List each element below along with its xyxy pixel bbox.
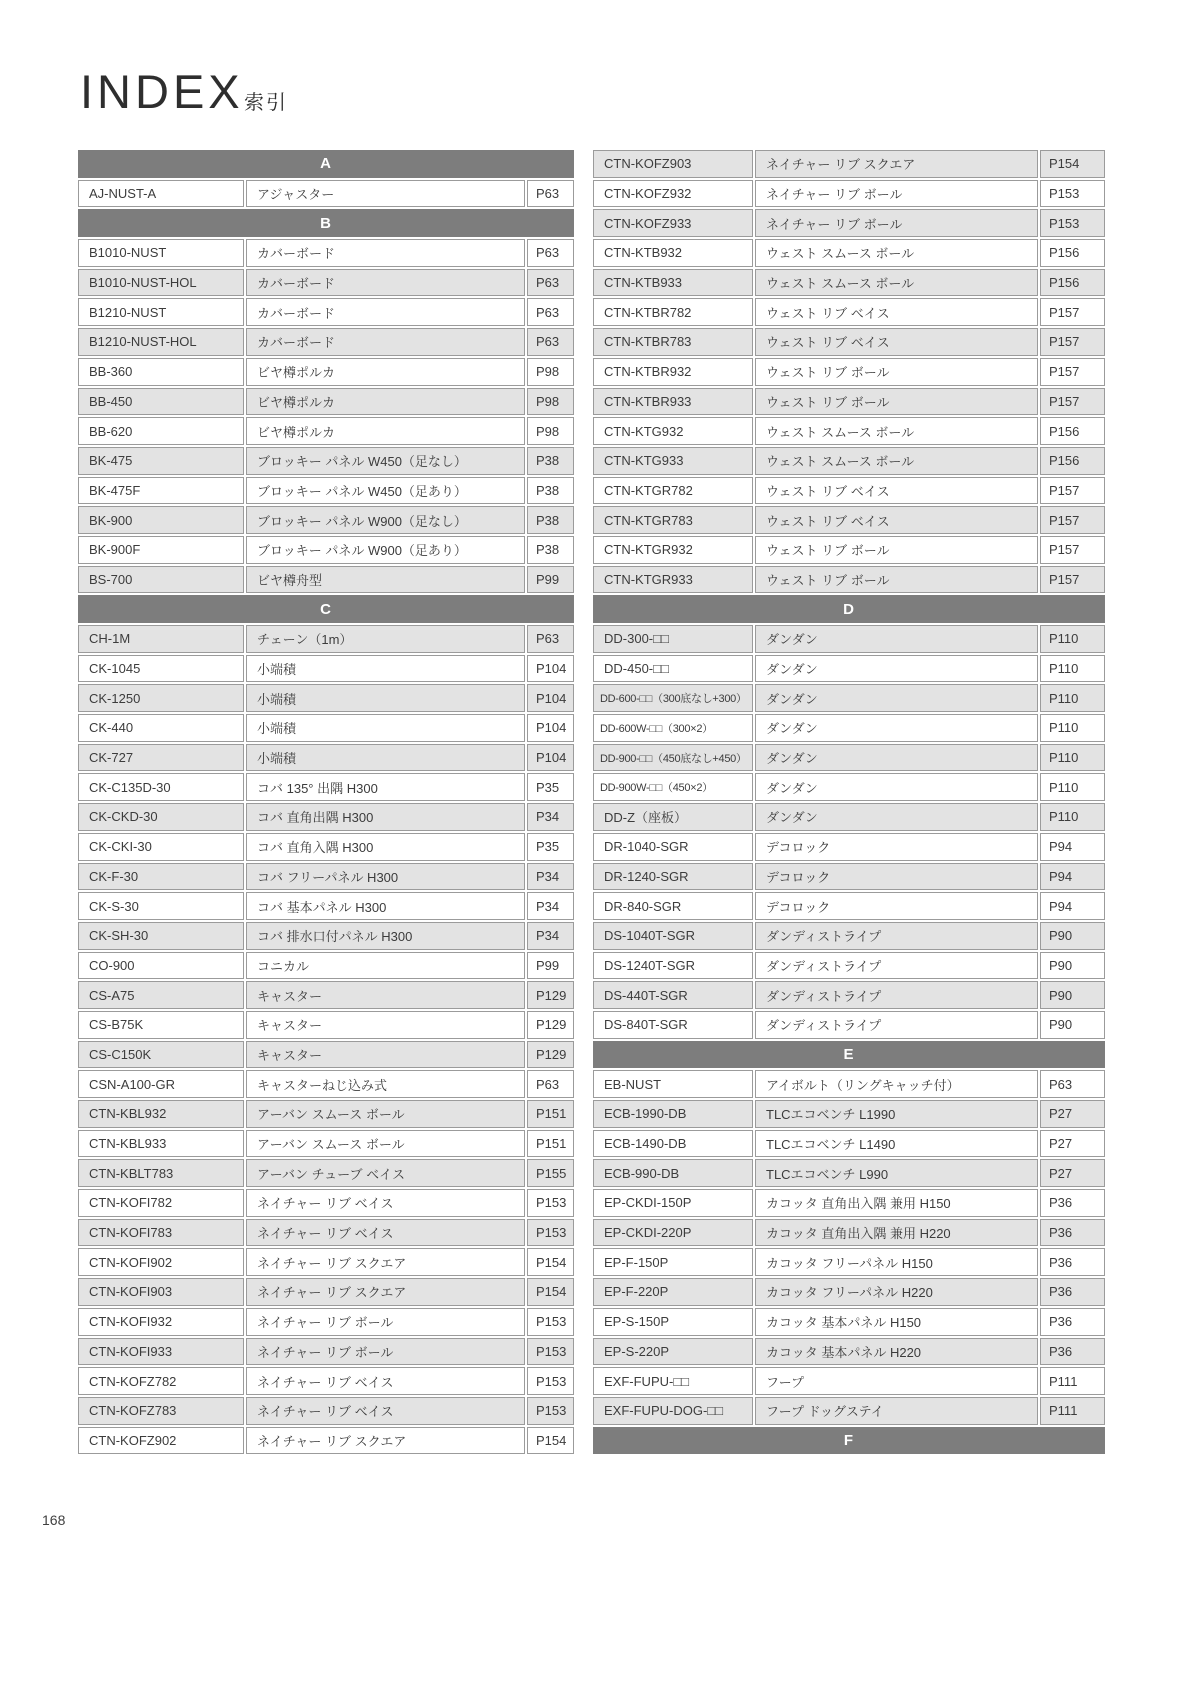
product-desc-cell: カコッタ 直角出入隅 兼用 H220	[755, 1219, 1038, 1247]
product-code-cell: BK-475	[78, 447, 244, 475]
product-code-cell: CTN-KOFI933	[78, 1338, 244, 1366]
product-desc-cell: アーバン スムース ボール	[246, 1130, 525, 1158]
product-code-cell: DD-600W-□□（300×2）	[593, 714, 753, 742]
product-desc-cell: コバ 基本パネル H300	[246, 892, 525, 920]
product-code-cell: CK-1250	[78, 684, 244, 712]
page-ref-cell: P104	[527, 744, 574, 772]
product-code-cell: CTN-KOFZ783	[78, 1397, 244, 1425]
product-code-cell: B1010-NUST	[78, 239, 244, 267]
product-code-cell: CTN-KTG933	[593, 447, 753, 475]
page-ref-cell: P34	[527, 803, 574, 831]
product-code-cell: AJ-NUST-A	[78, 180, 244, 208]
product-desc-cell: 小端積	[246, 655, 525, 683]
product-desc-cell: 小端積	[246, 684, 525, 712]
page-ref-cell: P151	[527, 1100, 574, 1128]
page-ref-cell: P154	[527, 1427, 574, 1455]
page-ref-cell: P27	[1040, 1130, 1105, 1158]
page-ref-cell: P110	[1040, 803, 1105, 831]
page-ref-cell: P90	[1040, 981, 1105, 1009]
page-ref-cell: P27	[1040, 1159, 1105, 1187]
product-desc-cell: ネイチャー リブ スクエア	[755, 150, 1038, 178]
product-desc-cell: ウェスト スムース ボール	[755, 269, 1038, 297]
product-desc-cell: フープ	[755, 1367, 1038, 1395]
product-code-cell: DD-300-□□	[593, 625, 753, 653]
product-desc-cell: コバ 直角入隅 H300	[246, 833, 525, 861]
product-desc-cell: ブロッキー パネル W900（足あり）	[246, 536, 525, 564]
page-ref-cell: P38	[527, 506, 574, 534]
product-desc-cell: コバ 135° 出隅 H300	[246, 773, 525, 801]
product-desc-cell: コバ フリーパネル H300	[246, 863, 525, 891]
product-code-cell: CS-C150K	[78, 1041, 244, 1069]
product-code-cell: EP-CKDI-220P	[593, 1219, 753, 1247]
page-ref-cell: P63	[527, 269, 574, 297]
page-ref-cell: P90	[1040, 1011, 1105, 1039]
page-ref-cell: P153	[527, 1189, 574, 1217]
product-code-cell: CTN-KOFZ903	[593, 150, 753, 178]
page-ref-cell: P63	[527, 298, 574, 326]
page-ref-cell: P36	[1040, 1219, 1105, 1247]
product-desc-cell: ダンダン	[755, 684, 1038, 712]
product-code-cell: CTN-KTGR782	[593, 477, 753, 505]
product-desc-cell: ウェスト リブ ベイス	[755, 506, 1038, 534]
page-ref-cell: P110	[1040, 655, 1105, 683]
product-desc-cell: 小端積	[246, 714, 525, 742]
product-desc-cell: コバ 直角出隅 H300	[246, 803, 525, 831]
product-desc-cell: ウェスト リブ ベイス	[755, 298, 1038, 326]
product-code-cell: B1210-NUST	[78, 298, 244, 326]
product-code-cell: DR-1240-SGR	[593, 863, 753, 891]
page-ref-cell: P154	[1040, 150, 1105, 178]
product-desc-cell: ウェスト リブ ボール	[755, 536, 1038, 564]
product-code-cell: CTN-KTBR933	[593, 388, 753, 416]
index-table-right	[593, 150, 1105, 1454]
page-ref-cell: P98	[527, 417, 574, 445]
product-code-cell: CK-F-30	[78, 863, 244, 891]
product-code-cell: ECB-1490-DB	[593, 1130, 753, 1158]
page-ref-cell: P153	[527, 1338, 574, 1366]
product-desc-cell: ダンダン	[755, 625, 1038, 653]
page-ref-cell: P129	[527, 1041, 574, 1069]
page-ref-cell: P36	[1040, 1278, 1105, 1306]
product-code-cell: CTN-KTBR783	[593, 328, 753, 356]
page-ref-cell: P94	[1040, 863, 1105, 891]
page-ref-cell: P157	[1040, 506, 1105, 534]
page-ref-cell: P35	[527, 833, 574, 861]
product-desc-cell: ネイチャー リブ ベイス	[246, 1219, 525, 1247]
page-ref-cell: P110	[1040, 625, 1105, 653]
product-code-cell: CTN-KOFI902	[78, 1248, 244, 1276]
page-ref-cell: P110	[1040, 773, 1105, 801]
product-code-cell: ECB-990-DB	[593, 1159, 753, 1187]
product-desc-cell: コニカル	[246, 952, 525, 980]
product-code-cell: BB-620	[78, 417, 244, 445]
page-ref-cell: P63	[527, 328, 574, 356]
page-ref-cell: P99	[527, 566, 574, 594]
page-ref-cell: P98	[527, 358, 574, 386]
product-desc-cell: ビヤ樽ポルカ	[246, 358, 525, 386]
page-ref-cell: P110	[1040, 744, 1105, 772]
product-desc-cell: デコロック	[755, 892, 1038, 920]
product-desc-cell: カバーボード	[246, 239, 525, 267]
product-desc-cell: ネイチャー リブ スクエア	[246, 1427, 525, 1455]
product-code-cell: CK-CKI-30	[78, 833, 244, 861]
product-code-cell: CTN-KOFI932	[78, 1308, 244, 1336]
product-code-cell: DR-840-SGR	[593, 892, 753, 920]
product-code-cell: CK-1045	[78, 655, 244, 683]
page-ref-cell: P104	[527, 684, 574, 712]
product-code-cell: EP-CKDI-150P	[593, 1189, 753, 1217]
product-desc-cell: TLCエコベンチ L1990	[755, 1100, 1038, 1128]
product-desc-cell: ブロッキー パネル W900（足なし）	[246, 506, 525, 534]
product-desc-cell: ダンダン	[755, 655, 1038, 683]
product-desc-cell: チェーン（1m）	[246, 625, 525, 653]
page-title: INDEX	[80, 65, 244, 118]
page-ref-cell: P157	[1040, 388, 1105, 416]
product-desc-cell: ビヤ樽ポルカ	[246, 388, 525, 416]
page-ref-cell: P157	[1040, 358, 1105, 386]
page-ref-cell: P153	[1040, 180, 1105, 208]
product-desc-cell: カコッタ 基本パネル H150	[755, 1308, 1038, 1336]
page-ref-cell: P156	[1040, 417, 1105, 445]
page-ref-cell: P157	[1040, 566, 1105, 594]
product-desc-cell: ネイチャー リブ ボール	[246, 1308, 525, 1336]
product-desc-cell: ダンダン	[755, 714, 1038, 742]
product-desc-cell: ダンダン	[755, 773, 1038, 801]
product-desc-cell: ウェスト スムース ボール	[755, 447, 1038, 475]
product-desc-cell: ウェスト リブ ボール	[755, 388, 1038, 416]
product-code-cell: DR-1040-SGR	[593, 833, 753, 861]
page-ref-cell: P104	[527, 655, 574, 683]
product-code-cell: CK-S-30	[78, 892, 244, 920]
product-desc-cell: ネイチャー リブ ボール	[246, 1338, 525, 1366]
page-ref-cell: P63	[1040, 1070, 1105, 1098]
page-ref-cell: P36	[1040, 1248, 1105, 1276]
product-desc-cell: アーバン チューブ ベイス	[246, 1159, 525, 1187]
page-ref-cell: P90	[1040, 922, 1105, 950]
product-desc-cell: ウェスト リブ ベイス	[755, 328, 1038, 356]
product-code-cell: CTN-KTG932	[593, 417, 753, 445]
product-desc-cell: ウェスト スムース ボール	[755, 239, 1038, 267]
product-code-cell: ECB-1990-DB	[593, 1100, 753, 1128]
product-code-cell: DS-1240T-SGR	[593, 952, 753, 980]
page-ref-cell: P35	[527, 773, 574, 801]
product-desc-cell: デコロック	[755, 863, 1038, 891]
page-ref-cell: P157	[1040, 536, 1105, 564]
product-code-cell: DD-Z（座板）	[593, 803, 753, 831]
product-code-cell: B1210-NUST-HOL	[78, 328, 244, 356]
product-code-cell: BB-450	[78, 388, 244, 416]
product-desc-cell: ダンダン	[755, 803, 1038, 831]
product-desc-cell: デコロック	[755, 833, 1038, 861]
product-desc-cell: ウェスト リブ ボール	[755, 566, 1038, 594]
product-code-cell: CK-440	[78, 714, 244, 742]
product-desc-cell: カコッタ 基本パネル H220	[755, 1338, 1038, 1366]
product-desc-cell: ウェスト リブ ベイス	[755, 477, 1038, 505]
product-code-cell: CTN-KOFI782	[78, 1189, 244, 1217]
section-header-B: B	[78, 209, 574, 237]
page-ref-cell: P151	[527, 1130, 574, 1158]
section-header-C: C	[78, 595, 574, 623]
product-desc-cell: アジャスター	[246, 180, 525, 208]
page-ref-cell: P63	[527, 239, 574, 267]
product-code-cell: DD-600-□□（300底なし+300）	[593, 684, 753, 712]
product-desc-cell: カコッタ フリーパネル H220	[755, 1278, 1038, 1306]
product-code-cell: DD-900W-□□（450×2）	[593, 773, 753, 801]
page-ref-cell: P110	[1040, 714, 1105, 742]
product-code-cell: BK-475F	[78, 477, 244, 505]
product-desc-cell: TLCエコベンチ L1490	[755, 1130, 1038, 1158]
page-ref-cell: P38	[527, 477, 574, 505]
section-header-F: F	[593, 1427, 1105, 1455]
product-desc-cell: キャスター	[246, 1041, 525, 1069]
page-ref-cell: P63	[527, 1070, 574, 1098]
page-number: 168	[42, 1512, 66, 1528]
page-ref-cell: P104	[527, 714, 574, 742]
product-desc-cell: キャスターねじ込み式	[246, 1070, 525, 1098]
product-desc-cell: ビヤ樽舟型	[246, 566, 525, 594]
page-ref-cell: P36	[1040, 1189, 1105, 1217]
product-code-cell: CTN-KOFZ782	[78, 1367, 244, 1395]
page-ref-cell: P157	[1040, 477, 1105, 505]
product-desc-cell: ダンダン	[755, 744, 1038, 772]
page-ref-cell: P110	[1040, 684, 1105, 712]
product-desc-cell: ビヤ樽ポルカ	[246, 417, 525, 445]
page-ref-cell: P153	[527, 1308, 574, 1336]
page-ref-cell: P63	[527, 625, 574, 653]
page-ref-cell: P34	[527, 892, 574, 920]
page-ref-cell: P111	[1040, 1397, 1105, 1425]
product-desc-cell: ダンディストライプ	[755, 1011, 1038, 1039]
product-code-cell: DD-450-□□	[593, 655, 753, 683]
page-ref-cell: P153	[527, 1397, 574, 1425]
product-code-cell: CTN-KTBR782	[593, 298, 753, 326]
page-ref-cell: P90	[1040, 952, 1105, 980]
product-desc-cell: キャスター	[246, 981, 525, 1009]
page-ref-cell: P156	[1040, 269, 1105, 297]
product-code-cell: EXF-FUPU-DOG-□□	[593, 1397, 753, 1425]
product-desc-cell: カコッタ 直角出入隅 兼用 H150	[755, 1189, 1038, 1217]
product-code-cell: CK-C135D-30	[78, 773, 244, 801]
product-desc-cell: カバーボード	[246, 328, 525, 356]
product-code-cell: BB-360	[78, 358, 244, 386]
page-ref-cell: P157	[1040, 298, 1105, 326]
page-ref-cell: P98	[527, 388, 574, 416]
page-ref-cell: P157	[1040, 328, 1105, 356]
page-ref-cell: P154	[527, 1248, 574, 1276]
page-ref-cell: P111	[1040, 1367, 1105, 1395]
page-ref-cell: P153	[527, 1367, 574, 1395]
product-desc-cell: ネイチャー リブ ベイス	[246, 1189, 525, 1217]
product-code-cell: CTN-KOFZ932	[593, 180, 753, 208]
product-desc-cell: ブロッキー パネル W450（足なし）	[246, 447, 525, 475]
product-code-cell: CTN-KOFZ933	[593, 209, 753, 237]
product-desc-cell: フープ ドッグステイ	[755, 1397, 1038, 1425]
page-ref-cell: P94	[1040, 833, 1105, 861]
product-code-cell: BS-700	[78, 566, 244, 594]
product-code-cell: EP-F-220P	[593, 1278, 753, 1306]
section-header-A: A	[78, 150, 574, 178]
product-code-cell: CH-1M	[78, 625, 244, 653]
page-ref-cell: P34	[527, 922, 574, 950]
product-desc-cell: ネイチャー リブ スクエア	[246, 1278, 525, 1306]
product-desc-cell: アイボルト（リングキャッチ付）	[755, 1070, 1038, 1098]
page-ref-cell: P156	[1040, 447, 1105, 475]
page-ref-cell: P154	[527, 1278, 574, 1306]
product-desc-cell: ダンディストライプ	[755, 952, 1038, 980]
product-code-cell: CTN-KOFZ902	[78, 1427, 244, 1455]
product-desc-cell: キャスター	[246, 1011, 525, 1039]
index-table-left	[78, 150, 574, 1454]
product-code-cell: DS-1040T-SGR	[593, 922, 753, 950]
page-ref-cell: P156	[1040, 239, 1105, 267]
product-code-cell: CSN-A100-GR	[78, 1070, 244, 1098]
page-subtitle: 索引	[244, 92, 288, 114]
product-desc-cell: カバーボード	[246, 298, 525, 326]
page-ref-cell: P153	[1040, 209, 1105, 237]
product-code-cell: CK-SH-30	[78, 922, 244, 950]
product-code-cell: CO-900	[78, 952, 244, 980]
product-code-cell: CTN-KTBR932	[593, 358, 753, 386]
page-ref-cell: P63	[527, 180, 574, 208]
product-desc-cell: ウェスト リブ ボール	[755, 358, 1038, 386]
page-ref-cell: P99	[527, 952, 574, 980]
product-desc-cell: ウェスト スムース ボール	[755, 417, 1038, 445]
page-ref-cell: P38	[527, 536, 574, 564]
product-code-cell: CS-B75K	[78, 1011, 244, 1039]
page-ref-cell: P153	[527, 1219, 574, 1247]
product-code-cell: EP-F-150P	[593, 1248, 753, 1276]
page-ref-cell: P129	[527, 981, 574, 1009]
product-desc-cell: ダンディストライプ	[755, 981, 1038, 1009]
product-code-cell: BK-900F	[78, 536, 244, 564]
product-desc-cell: ネイチャー リブ ベイス	[246, 1367, 525, 1395]
product-desc-cell: ブロッキー パネル W450（足あり）	[246, 477, 525, 505]
product-desc-cell: アーバン スムース ボール	[246, 1100, 525, 1128]
product-desc-cell: ネイチャー リブ スクエア	[246, 1248, 525, 1276]
product-code-cell: CTN-KBL932	[78, 1100, 244, 1128]
product-code-cell: CTN-KBL933	[78, 1130, 244, 1158]
product-code-cell: CTN-KBLT783	[78, 1159, 244, 1187]
product-desc-cell: ネイチャー リブ ベイス	[246, 1397, 525, 1425]
page-ref-cell: P38	[527, 447, 574, 475]
page-ref-cell: P34	[527, 863, 574, 891]
product-code-cell: EP-S-220P	[593, 1338, 753, 1366]
product-code-cell: CTN-KTGR932	[593, 536, 753, 564]
product-desc-cell: カコッタ フリーパネル H150	[755, 1248, 1038, 1276]
product-desc-cell: 小端積	[246, 744, 525, 772]
product-code-cell: BK-900	[78, 506, 244, 534]
product-desc-cell: ネイチャー リブ ボール	[755, 209, 1038, 237]
page-ref-cell: P129	[527, 1011, 574, 1039]
product-code-cell: CK-CKD-30	[78, 803, 244, 831]
product-desc-cell: カバーボード	[246, 269, 525, 297]
product-desc-cell: ネイチャー リブ ボール	[755, 180, 1038, 208]
product-code-cell: EP-S-150P	[593, 1308, 753, 1336]
product-code-cell: B1010-NUST-HOL	[78, 269, 244, 297]
page-ref-cell: P27	[1040, 1100, 1105, 1128]
product-code-cell: CTN-KTGR783	[593, 506, 753, 534]
product-code-cell: CTN-KTGR933	[593, 566, 753, 594]
product-code-cell: CS-A75	[78, 981, 244, 1009]
section-header-E: E	[593, 1041, 1105, 1069]
product-desc-cell: コバ 排水口付パネル H300	[246, 922, 525, 950]
page-ref-cell: P94	[1040, 892, 1105, 920]
product-code-cell: EB-NUST	[593, 1070, 753, 1098]
product-code-cell: DS-840T-SGR	[593, 1011, 753, 1039]
page-ref-cell: P36	[1040, 1338, 1105, 1366]
section-header-D: D	[593, 595, 1105, 623]
product-code-cell: CTN-KOFI903	[78, 1278, 244, 1306]
product-code-cell: DS-440T-SGR	[593, 981, 753, 1009]
product-desc-cell: TLCエコベンチ L990	[755, 1159, 1038, 1187]
product-code-cell: CK-727	[78, 744, 244, 772]
page-ref-cell: P36	[1040, 1308, 1105, 1336]
product-code-cell: CTN-KOFI783	[78, 1219, 244, 1247]
page-ref-cell: P155	[527, 1159, 574, 1187]
product-desc-cell: ダンディストライプ	[755, 922, 1038, 950]
product-code-cell: CTN-KTB933	[593, 269, 753, 297]
product-code-cell: EXF-FUPU-□□	[593, 1367, 753, 1395]
product-code-cell: CTN-KTB932	[593, 239, 753, 267]
product-code-cell: DD-900-□□（450底なし+450）	[593, 744, 753, 772]
